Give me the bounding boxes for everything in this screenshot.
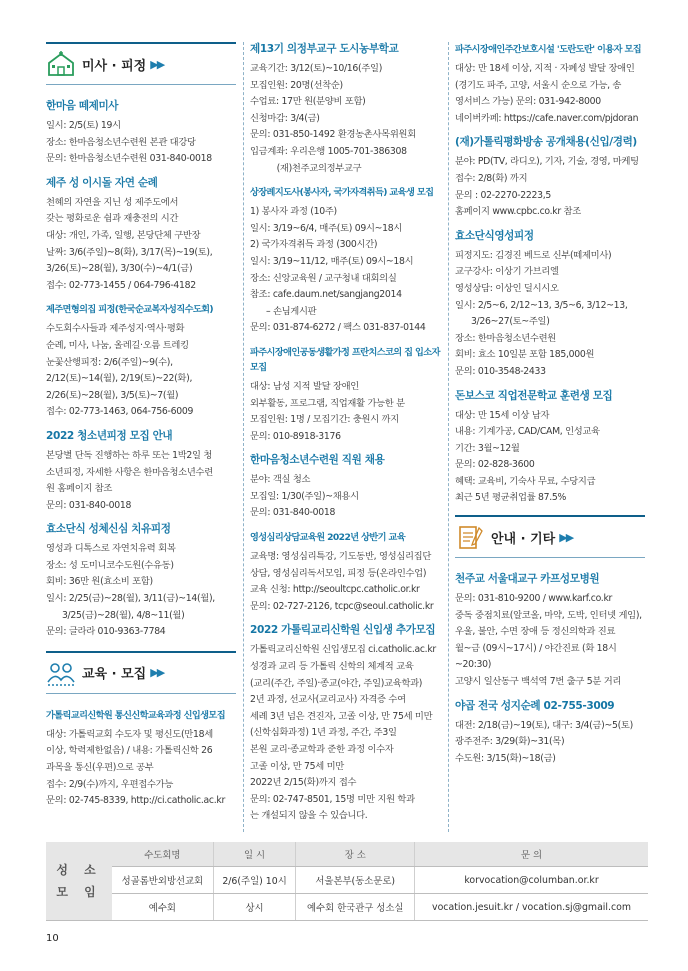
notice-item: [46, 302, 236, 421]
notice-body: 분야: 객실 청소 모집일: 1/30(주일)~채용시 문의: 031-840-0018: [250, 474, 359, 519]
table-cell: korvocation@columban.or.kr: [415, 867, 648, 894]
notice-item: [455, 135, 645, 220]
table-cell: vocation.jesuit.kr / vocation.sj@gmail.com: [415, 894, 648, 921]
arrow-right-icon: ▶▶: [150, 57, 164, 71]
section-title: 교육 · 모집: [82, 667, 147, 683]
arrow-right-icon: ▶▶: [150, 666, 164, 680]
notice-title: 천주교 서울대교구 카프성모병원: [455, 573, 600, 586]
notice-body: 교육기간: 3/12(토)~10/16(주일) 모집인원: 20명(선착순) 수업료: 17만 원(분양비 포함) 신청마감: 3/4(금) 문의: 031-850-1492 환경농촌사목위원회 입금계좌: 우리은행 1005-701-386308 (재)천주교의정부교구: [250, 63, 416, 174]
notice-item: [46, 99, 236, 168]
table-label: 성 소 모 임: [46, 842, 112, 921]
notice-body: 교육명: 영성심리특강, 기도동반, 영성심리집단 상담, 영성심리독서모임, 피정 등(온라인수업) 교육 신청: http://seoultcpc.catholic.or.kr 문의: 02-727-2126, tcpc@seoul.catholic.kr: [250, 551, 434, 612]
section-title: 미사 · 피정: [82, 58, 147, 74]
notice-body: 1) 봉사자 과정 (10주) 일시: 3/19~6/4, 매주(토) 09시~18시 2) 국가자격취득 과정 (300시간) 일시: 3/19~11/12, 매주(토) 09시~18시 장소: 신앙교육원 / 교구청내 대회의실 참조: cafe.daum.net/sangjang2014 – 손님게시판 문의: 031-874-6272 / 팩스 031-837-0144: [250, 206, 426, 334]
vocation-meeting-table: [46, 842, 648, 921]
notice-title: 제주 성 이시돌 자연 순례: [46, 176, 158, 189]
table-header: 수도회명: [112, 842, 213, 867]
notice-title: 2022 가톨릭교리신학원 신입생 추가모집: [250, 624, 436, 637]
section-header-mass-retreat: [46, 42, 236, 85]
notice-item: [250, 185, 440, 337]
notice-title: 영성심리상담교육원 2022년 상반기 교육: [250, 532, 406, 544]
notice-item: [46, 429, 236, 514]
notice-title: 파주시장애인주간보호시설 '도란도란' 이용자 모집: [455, 44, 641, 55]
notice-item: [455, 572, 645, 691]
notice-body: 일시: 2/5(토) 19시 장소: 한마음청소년수련원 본관 대강당 문의: 한마음청소년수련원 031-840-0018: [46, 120, 212, 165]
notice-body: 대전: 2/18(금)~19(토), 대구: 3/4(금)~5(토) 광주전주: 3/29(화)~31(목) 수도원: 3/15(화)~18(금): [455, 719, 633, 764]
table-cell: 성골롬반외방선교회: [112, 867, 213, 894]
notice-item: [46, 522, 236, 641]
section-title: 안내 · 기타: [491, 531, 556, 547]
notice-item: [250, 453, 440, 522]
notice-item: [455, 389, 645, 508]
column-2: [250, 42, 440, 833]
table-cell: 예수회: [112, 894, 213, 921]
notice-title: 효소단식영성피정: [455, 229, 534, 242]
notice-title: 야곱 전국 성지순례 02-755-3009: [455, 699, 615, 712]
table-row: [46, 867, 648, 894]
people-icon: [46, 660, 76, 686]
notice-item: [46, 176, 236, 295]
notice-item: [46, 708, 236, 810]
notice-body: 피정지도: 김경진 베드로 신부(떼제미사) 교구강사: 이상기 가브리엘 영성상담: 이상인 딜시시오 일시: 2/5~6, 2/12~13, 3/5~6, 3/12~13, 3/26~27(토~주일) 장소: 한마음청소년수련원 회비: 효소 10일분 포함 185,000원 문의: 010-3548-2433: [455, 249, 628, 377]
notice-item: [250, 42, 440, 177]
column-3: [455, 42, 645, 775]
notice-item: [455, 42, 645, 127]
notice-item: [250, 623, 440, 825]
notice-body: 대상: 가톨릭교회 수도자 및 평신도(만18세 이상, 학력제한없음) / 내용: 가톨릭신학 26 과목을 통신(우편)으로 공부 접수: 2/9(수)까지, 우편접수가능 문의: 02-745-8339, http://ci.catholic.ac.kr: [46, 728, 225, 807]
notice-body: 대상: 만 15세 이상 남자 내용: 기계가공, CAD/CAM, 인성교육 기간: 3월~12월 문의: 02-828-3600 혜택: 교육비, 기숙사 무료, 수당지급 최근 5년 평균취업률 87.5%: [455, 409, 600, 504]
notice-body: 분야: PD(TV, 라디오), 기자, 기술, 경영, 마케팅 접수: 2/8(화) 까지 문의 : 02-2270-2223,5 홈페이지 www.cpbc.co.kr 참조: [455, 156, 639, 218]
notice-body: 가톨릭교리신학원 신입생모집 ci.catholic.ac.kr 성경과 교리 등 가톨릭 신학의 체계적 교육 (교리(주간, 주일)·종교(야간, 주일)교육학과) 2년 과정, 선교사(교리교사) 자격증 수여 세례 3년 넘은 견진자, 고졸 이상, 만 75세 미만 (신학심화과정) 1년 과정, 주간, 주3일 본원 교리·종교학과 준한 과정 이수자 고졸 이상, 만 75세 미만 2022년 2/15(화)까지 접수 문의: 02-747-8501, 15명 미만 지원 학과 는 개설되지 않을 수 있습니다.: [250, 644, 436, 822]
arrow-right-icon: ▶▶: [559, 530, 573, 544]
table-cell: 예수회 한국관구 성소실: [296, 894, 415, 921]
notice-title: 한마음청소년수련원 직원 채용: [250, 454, 385, 467]
table-row: [46, 894, 648, 921]
section-header-info: [455, 515, 645, 558]
notice-title: 한마음 떼제미사: [46, 100, 119, 112]
notice-body: 문의: 031-810-9200 / www.karf.co.kr 중독 중점치료(알코올, 마약, 도박, 인터넷 게임), 우울, 불안, 수면 장애 등 정신의학과 진료 월~금 (09시~17시) / 야간진료 (화 18시~20:30) 고양시 일산동구 백석역 7번 출구 5분 거리: [455, 593, 642, 688]
table-header: 일 시: [213, 842, 296, 867]
notice-item: [455, 699, 645, 768]
notice-body: 천혜의 자연을 지닌 성 제주도에서 갖는 평화로운 쉼과 재충전의 시간 대상: 개인, 가족, 일행, 본당단체 구반장 날짜: 3/6(주일)~8(화), 3/17(목)~19(토), 3/26(토)~28(월), 3/30(수)~4/1(금) 접수: 02-773-1455 / 064-796-4182: [46, 196, 213, 291]
section-header-education: [46, 651, 236, 694]
notice-item: [250, 345, 440, 445]
notice-body: 대상: 만 18세 이상, 지적 · 자폐성 발달 장애인 (경기도 파주, 고양, 서울시 순으로 가능, 송 영서비스 가능) 문의: 031-942-8000 네이버카페: https://cafe.naver.com/pjdoran: [455, 63, 639, 124]
notice-title: 제13기 의정부교구 도시농부학교: [250, 43, 399, 55]
table-cell: 2/6(주일) 10시: [213, 867, 296, 894]
table-header: 장 소: [296, 842, 415, 867]
notice-item: [455, 229, 645, 381]
notice-title: 상장례지도사(봉사자, 국가자격취득) 교육생 모집: [250, 187, 434, 199]
notice-body: 영성과 디톡스로 자연치유력 회복 장소: 성 도미니코수도원(수유동) 회비: 36만 원(효소비 포함) 일시: 2/25(금)~28(월), 3/11(금)~14(월), 3/25(금)~28(월), 4/8~11(월) 문의: 글라라 010-9363-7784: [46, 543, 215, 638]
table-cell: 서울본부(동소문로): [296, 867, 415, 894]
notice-title: 2022 청소년피정 모집 안내: [46, 429, 173, 442]
church-icon: [46, 51, 76, 77]
notice-title: 효소단식 성체신심 치유피정: [46, 523, 171, 536]
notice-body: 수도회수사들과 제주성지·역사·평화 순례, 미사, 나눔, 올레길·오름 트레킹 눈꽃산행피정: 2/6(주일)~9(수), 2/12(토)~14(월), 2/19(토)~22(화), 2/26(토)~28(월), 3/5(토)~7(월) 접수: 02-773-1463, 064-756-6009: [46, 323, 194, 418]
table-header: 문 의: [415, 842, 648, 867]
column-divider: [448, 42, 449, 832]
notice-title: 제주면형의집 피정(한국순교복자성직수도회): [46, 304, 214, 316]
notepad-icon: [455, 524, 485, 550]
notice-title: 가톨릭교리신학원 통신신학교육과정 신입생모집: [46, 709, 225, 721]
notice-item: [250, 530, 440, 615]
page-number: 10: [46, 933, 59, 944]
notice-body: 대상: 남성 지적 발달 장애인 외부활동, 프로그램, 직업재활 가능한 분 모집인원: 1명 / 모집기간: 충원시 까지 문의: 010-8918-3176: [250, 380, 405, 442]
column-divider: [243, 42, 244, 832]
column-1: [46, 42, 236, 818]
notice-body: 본당별 단독 진행하는 하루 또는 1박2일 청 소년피정, 자세한 사항은 한마음청소년수련 원 홈페이지 참조 문의: 031-840-0018: [46, 449, 213, 511]
notice-title: 파주시장애인공동생활가정 프란치스코의 집 입소자 모집: [250, 346, 440, 373]
notice-title: (재)가톨릭평화방송 공개채용(신입/경력): [455, 136, 637, 149]
table-cell: 상시: [213, 894, 296, 921]
notice-title: 돈보스코 직업전문학교 훈련생 모집: [455, 389, 613, 402]
